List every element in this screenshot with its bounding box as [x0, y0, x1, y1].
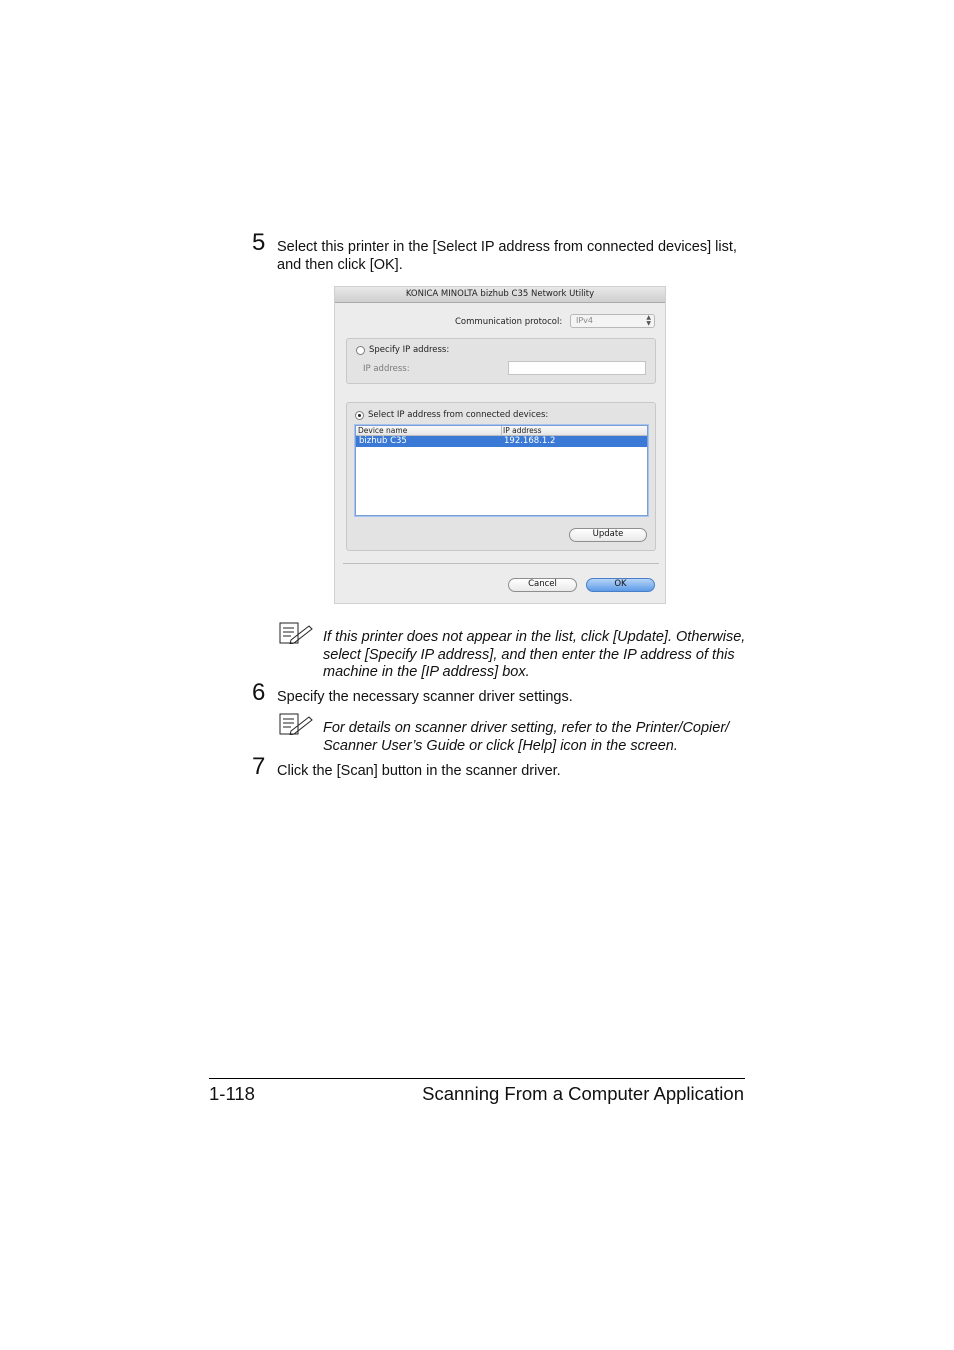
device-list[interactable] [355, 425, 648, 516]
ok-button[interactable]: OK [586, 578, 655, 592]
column-divider [501, 426, 502, 435]
network-utility-dialog [334, 286, 666, 604]
protocol-value: IPv4 [576, 316, 594, 325]
list-header [356, 426, 647, 436]
ip-address-cell: 192.168.1.2 [504, 436, 556, 446]
ip-address-field[interactable] [508, 361, 646, 375]
protocol-select[interactable] [570, 314, 655, 328]
update-button[interactable]: Update [569, 528, 647, 542]
section-title: Scanning From a Computer Application [422, 1083, 744, 1104]
step-text-line: and then click [OK]. [277, 257, 403, 273]
note-text [323, 629, 745, 682]
specify-ip-radio[interactable] [356, 346, 365, 355]
step-text-line: Select this printer in the [Select IP address from connected devices] list, [277, 239, 737, 255]
footer-rule [209, 1078, 745, 1079]
specify-ip-label: Specify IP address: [369, 345, 450, 355]
note-line: For details on scanner driver setting, refer to the Printer/Copier/ [323, 720, 730, 736]
step-text: Specify the necessary scanner driver settings. [277, 689, 573, 705]
column-header-device[interactable]: Device name [358, 426, 408, 435]
updown-arrows-icon: ▲ ▼ [646, 314, 651, 327]
protocol-label: Communication protocol: [455, 317, 563, 327]
select-ip-group [346, 402, 656, 551]
note-line: If this printer does not appear in the list, click [Update]. Otherwise, [323, 629, 746, 645]
step-number: 7 [252, 753, 266, 780]
ip-address-label: IP address: [363, 364, 410, 374]
table-row[interactable] [356, 436, 647, 447]
note-pencil-icon [279, 622, 313, 644]
step-text [277, 238, 737, 274]
select-ip-radio[interactable] [355, 411, 364, 420]
page-number: 1-118 [209, 1083, 255, 1104]
note-pencil-icon [279, 713, 313, 735]
step-number: 5 [252, 229, 266, 256]
note-text [323, 720, 729, 755]
note-line: Scanner User’s Guide or click [Help] icon in the screen. [323, 737, 678, 754]
note-line: machine in the [IP address] box. [323, 664, 530, 681]
divider [343, 563, 659, 564]
note-line: select [Specify IP address], and then enter the IP address of this [323, 646, 735, 663]
cancel-button[interactable]: Cancel [508, 578, 577, 592]
select-ip-label: Select IP address from connected devices: [368, 410, 549, 420]
specify-ip-group [346, 338, 656, 384]
device-name-cell: bizhub C35 [359, 436, 407, 446]
step-number: 6 [252, 679, 266, 706]
column-header-ip[interactable]: IP address [503, 426, 542, 435]
dialog-title: KONICA MINOLTA bizhub C35 Network Utility [335, 287, 665, 303]
step-text: Click the [Scan] button in the scanner driver. [277, 763, 561, 779]
